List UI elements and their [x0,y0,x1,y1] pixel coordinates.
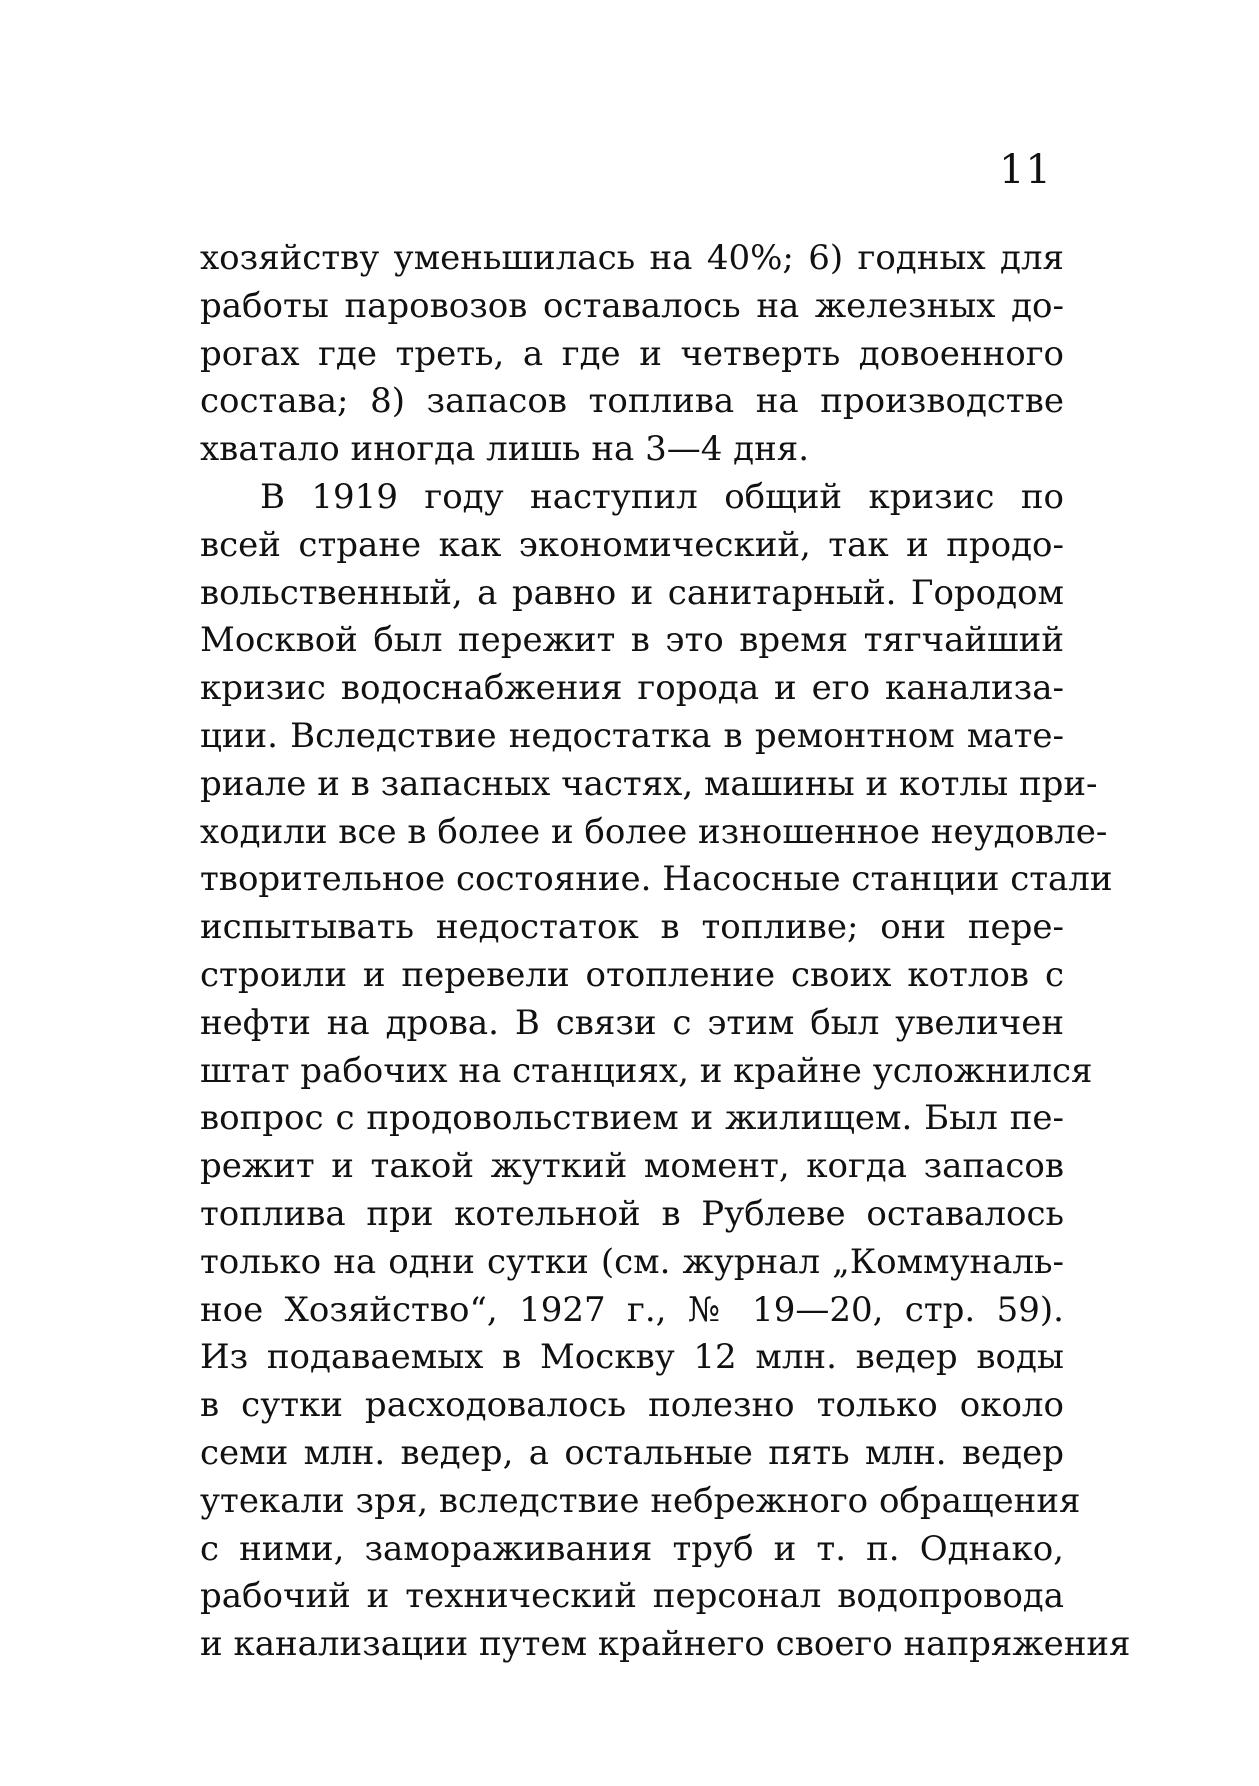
text-line: строили и перевели отопление своих котлов с [200,954,1064,995]
text-line: ходили все в более и более изношенное неудовле- [200,811,1108,852]
text-line: творительное состояние. Насосные станции стали [200,859,1113,900]
text-line: с ними, замораживания труб и т. п. Однако, [200,1528,1064,1569]
text-line: ции. Вследствие недостатка в ремонтном мате- [200,715,1064,756]
text-line: топлива при котельной в Рублеве оставалось [200,1193,1064,1234]
text-line: Из подаваемых в Москву 12 млн. ведер воды [200,1337,1064,1378]
text-line: рогах где треть, а где и четверть довоенного [200,333,1064,374]
text-line: всей стране как экономический, так и продо- [200,524,1064,565]
text-line: работы паровозов оставалось на железных до- [200,285,1064,326]
text-line: хозяйству уменьшилась на 40%; 6) годных для [200,238,1064,278]
text-line: рабочий и технический персонал водопровода [200,1576,1064,1617]
text-line: в сутки расходовалось полезно только около [200,1385,1064,1426]
page-number: 11 [999,147,1052,193]
text-line: хватало иногда лишь на 3—4 дня. [200,429,810,470]
text-line: испытывать недостаток в топливе; они пере- [200,907,1064,948]
text-line: режит и такой жуткий момент, когда запасов [200,1146,1064,1187]
text-line: утекали зря, вследствие небрежного обращения [200,1480,1081,1521]
text-line: только на одни сутки (см. журнал „Коммуналь- [200,1241,1064,1282]
text-line: кризис водоснабжения города и его канализа- [200,668,1064,709]
text-line: риале и в запасных частях, машины и котлы при- [200,763,1098,804]
body-text [200,235,1131,1669]
text-line: вопрос с продовольствием и жилищем. Был пе- [200,1098,1064,1139]
text-line: Москвой был пережит в это время тягчайший [200,620,1064,661]
text-line: нефти на дрова. В связи с этим был увеличен [200,1002,1064,1043]
text-line: штат рабочих на станциях, и крайне усложнился [200,1050,1093,1091]
text-line: ное Хозяйство“, 1927 г., № 19—20, стр. 59). [200,1289,1064,1330]
text-line: семи млн. ведер, а остальные пять млн. ведер [200,1432,1064,1473]
text-line: и канализации путем крайнего своего напряжения [200,1624,1131,1665]
text-line: состава; 8) запасов топлива на производстве [200,381,1064,422]
text-line: вольственный, а равно и санитарный. Городом [200,572,1064,613]
text-line: В 1919 году наступил общий кризис по [260,476,1064,517]
